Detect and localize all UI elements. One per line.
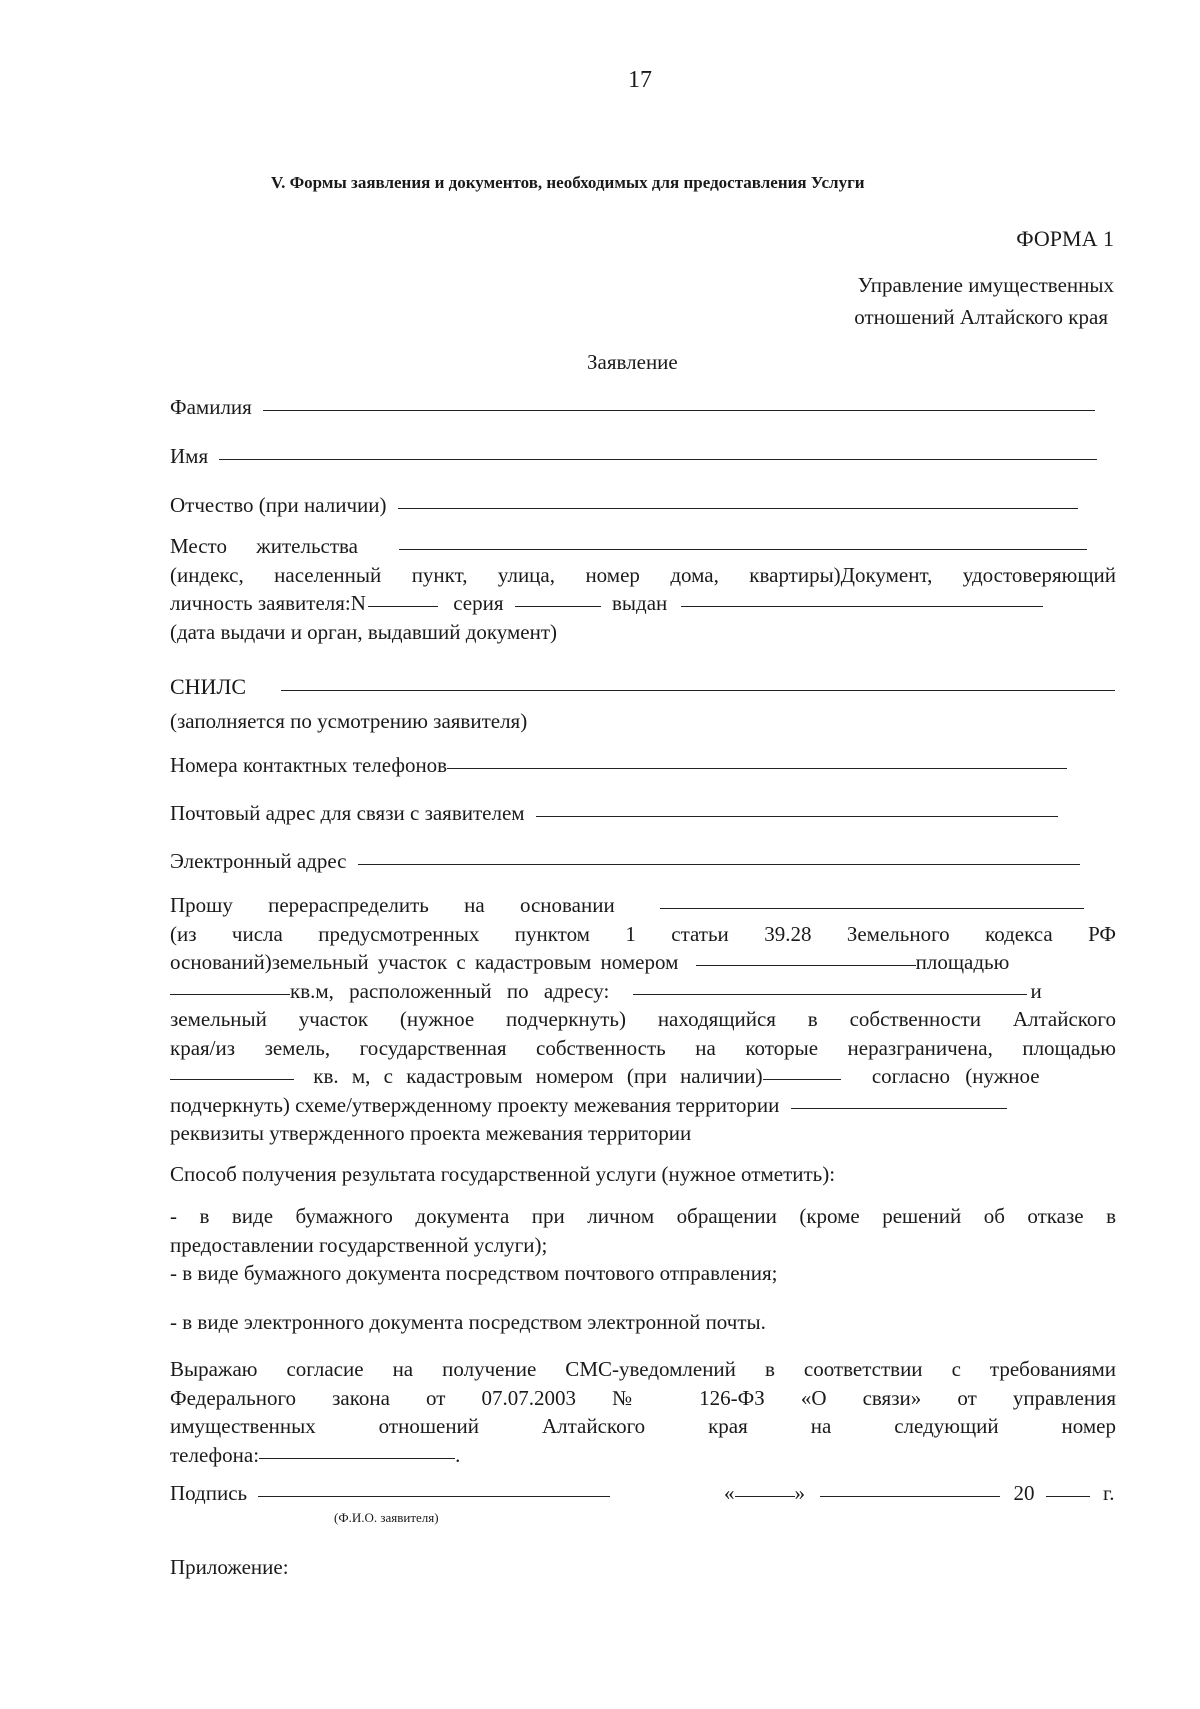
email-field[interactable] <box>358 864 1080 865</box>
residence-field[interactable] <box>399 549 1087 550</box>
quote-close: » <box>794 1481 805 1505</box>
year-prefix: 20 <box>1013 1481 1035 1505</box>
email-label: Электронный адрес <box>170 849 347 873</box>
request-line-7a: кв. м, с кадастровым номером (при наличии) <box>313 1064 763 1088</box>
delivery-options <box>170 1202 1116 1288</box>
section-title: V. Формы заявления и документов, необходимых для предоставления Услуги <box>271 173 865 192</box>
area-field[interactable] <box>170 994 290 995</box>
year-suffix: г. <box>1103 1481 1115 1505</box>
attachment-label: Приложение: <box>170 1555 289 1579</box>
name-row <box>170 446 1097 467</box>
request-line-4a: кв.м, расположенный по адресу: <box>290 978 610 1003</box>
delivery-option-2[interactable]: - в виде бумажного документа посредством почтового отправления; <box>170 1261 778 1285</box>
id-series-field[interactable] <box>515 606 601 607</box>
id-issued-label: выдан <box>611 591 668 615</box>
project-field[interactable] <box>791 1108 1007 1109</box>
recipient-line-1: Управление имущественных <box>857 273 1114 297</box>
recipient-line-2: отношений Алтайского края <box>854 305 1108 329</box>
signature-hint: (Ф.И.О. заявителя) <box>334 1510 439 1525</box>
snils-label: СНИЛС <box>170 674 247 699</box>
request-line-2: (из числа предусмотренных пунктом 1 статьи 39.28 Земельного кодекса РФ <box>170 921 1116 946</box>
residence-label-a: Место <box>170 534 227 558</box>
request-line-7b: согласно (нужное <box>871 1064 1040 1088</box>
month-field[interactable] <box>820 1496 1000 1497</box>
request-word-4: основании <box>519 893 615 917</box>
delivery-option-1b: предоставлении государственной услуги); <box>170 1232 548 1257</box>
consent-line-3: имущественных отношений Алтайского края на следующий номер <box>170 1414 1116 1438</box>
request-block <box>170 891 1116 1148</box>
consent-line-1: Выражаю согласие на получение СМС-уведомлений в соответствии с требованиями <box>170 1357 1116 1381</box>
patronymic-label: Отчество (при наличии) <box>170 493 387 517</box>
id-series-label: серия <box>453 591 504 615</box>
phones-label: Номера контактных телефонов <box>170 753 448 777</box>
phones-field[interactable] <box>447 768 1067 769</box>
cadastral-number-field[interactable] <box>696 965 916 966</box>
delivery-option-3[interactable]: - в виде электронного документа посредством электронной почты. <box>170 1310 766 1334</box>
request-line-8: подчеркнуть) схеме/утвержденному проекту межевания территории <box>170 1092 780 1117</box>
signature-field[interactable] <box>258 1496 610 1497</box>
residence-label-b: жительства <box>256 534 358 558</box>
request-word-2: перераспределить <box>268 893 429 917</box>
email-row <box>170 851 1080 872</box>
name-label: Имя <box>170 444 209 468</box>
surname-field[interactable] <box>263 410 1095 411</box>
request-line-4b: и <box>1030 978 1042 1003</box>
id-issued-field[interactable] <box>681 606 1043 607</box>
snils-hint: (заполняется по усмотрению заявителя) <box>170 709 528 733</box>
consent-line-4: телефона: <box>170 1442 260 1467</box>
sms-phone-field[interactable] <box>259 1458 455 1459</box>
request-line-3b: площадью <box>915 950 1010 974</box>
address-field[interactable] <box>633 994 1027 995</box>
postal-row <box>170 803 1058 824</box>
request-line-6: края/из земель, государственная собственность на которые неразграничена, площадью <box>170 1035 1116 1060</box>
id-hint: (дата выдачи и орган, выдавший документ) <box>170 619 558 644</box>
postal-field[interactable] <box>536 816 1058 817</box>
date-row <box>724 1483 1115 1504</box>
residence-hint: (индекс, населенный пункт, улица, номер дома, квартиры)Документ, удостоверяющий <box>170 562 1116 587</box>
delivery-option-1a[interactable]: - в виде бумажного документа при личном обращении (кроме решений об отказе в <box>170 1204 1116 1228</box>
consent-block: Выражаю согласие на получение СМС-уведомлений в соответствии с требованиями Федерального закона от 07.07.2003 № 126-ФЗ «О связи» от управления имущественных отношений Алтайского края на следующий номер телефона: . <box>170 1357 1116 1467</box>
request-line-9: реквизиты утвержденного проекта межевания территории <box>170 1121 692 1145</box>
signature-label: Подпись <box>170 1481 248 1505</box>
doc-title: Заявление <box>587 350 678 374</box>
phones-row <box>170 755 1067 776</box>
page-number: 17 <box>628 67 652 93</box>
day-field[interactable] <box>735 1496 795 1497</box>
request-line-3a: оснований)земельный участок с кадастровым номером <box>170 950 679 974</box>
quote-open: « <box>724 1481 735 1505</box>
request-word-3: на <box>464 893 485 917</box>
request-word-1: Прошу <box>170 893 233 917</box>
postal-label: Почтовый адрес для связи с заявителем <box>170 801 525 825</box>
signature-row <box>170 1483 610 1504</box>
request-line-5: земельный участок (нужное подчеркнуть) находящийся в собственности Алтайского <box>170 1007 1116 1031</box>
patronymic-row <box>170 495 1078 516</box>
year-field[interactable] <box>1046 1496 1090 1497</box>
snils-row <box>170 676 1115 698</box>
id-number-field[interactable] <box>368 606 438 607</box>
request-basis-field[interactable] <box>660 908 1084 909</box>
form-label: ФОРМА 1 <box>1016 226 1114 251</box>
surname-label: Фамилия <box>170 395 252 419</box>
area-2-field[interactable] <box>170 1079 294 1080</box>
delivery-title: Способ получения результата государственной услуги (нужное отметить): <box>170 1162 836 1186</box>
patronymic-field[interactable] <box>398 508 1078 509</box>
snils-field[interactable] <box>281 690 1115 691</box>
surname-row <box>170 397 1095 418</box>
consent-line-2: Федерального закона от 07.07.2003 № 126-ФЗ «О связи» от управления <box>170 1385 1116 1410</box>
cadastral-number-2-field[interactable] <box>763 1079 841 1080</box>
id-label: личность заявителя:N <box>170 591 366 615</box>
name-field[interactable] <box>219 459 1097 460</box>
residence-block <box>170 532 1116 646</box>
